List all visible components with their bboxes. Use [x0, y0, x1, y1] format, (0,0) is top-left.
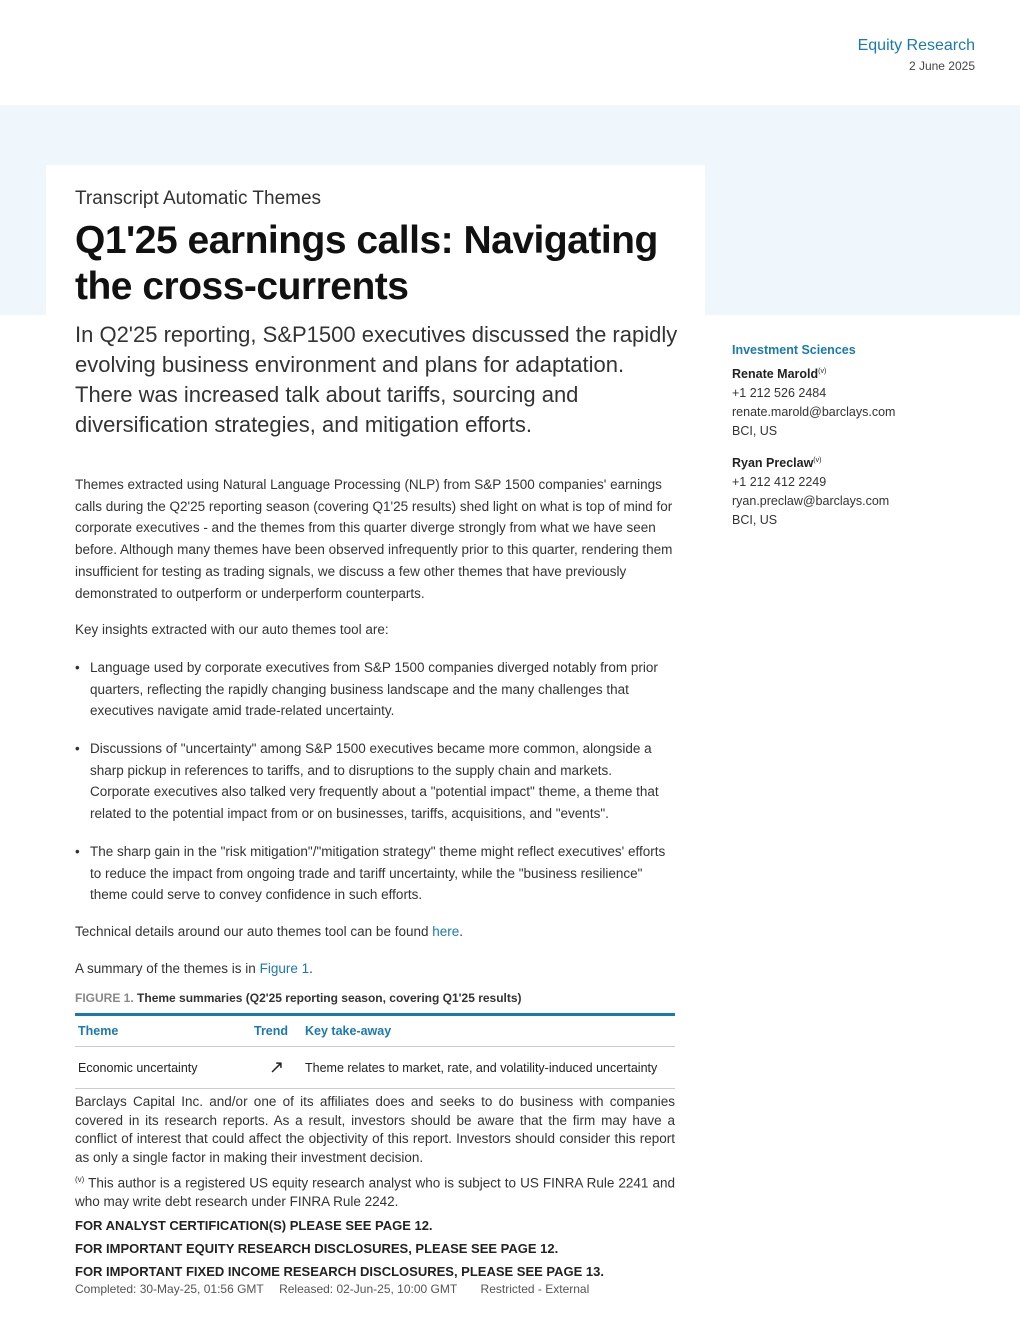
insights-list	[75, 657, 675, 906]
table-row	[75, 1047, 675, 1089]
note-mark: (v)	[75, 1175, 85, 1185]
author-entity: BCI, US	[732, 513, 778, 528]
insights-intro: Key insights extracted with our auto themes tool are:	[75, 622, 389, 638]
author-name	[732, 362, 952, 384]
bullet-text: The sharp gain in the "risk mitigation"/"mitigation strategy" theme might reflect executives' efforts to reduce the impact from ongoing trade and tariff uncertainty, while the "business resilience" theme could serve to convey confidence in such efforts.	[90, 843, 666, 903]
author-note	[75, 1171, 675, 1212]
equity-disclosure-notice: FOR IMPORTANT EQUITY RESEARCH DISCLOSURES, PLEASE SEE PAGE 12.	[75, 1240, 559, 1256]
author-card	[732, 362, 952, 441]
author-card	[732, 451, 952, 530]
released-timestamp: Released: 02-Jun-25, 10:00 GMT	[279, 1281, 458, 1296]
bullet-text: Discussions of "uncertainty" among S&P 1500 executives became more common, alongside a sharp pickup in references to tariffs, and to disruptions to the supply chain and markets. Corporate executives also talked very frequently about a "potential impact" theme, a theme that related to the potential impact from or on businesses, tariffs, acquisitions, and "events".	[90, 741, 659, 822]
author-phone: +1 212 412 2249	[732, 475, 827, 490]
theme-cell: Economic uncertainty	[75, 1047, 251, 1089]
list-item	[75, 738, 675, 825]
author-mark: (v)	[813, 457, 822, 465]
completed-timestamp: Completed: 30-May-25, 01:56 GMT	[75, 1281, 264, 1296]
author-phone: +1 212 526 2484	[732, 386, 827, 401]
author-name-text: Renate Marold	[732, 367, 819, 382]
here-link[interactable]: here	[432, 923, 460, 939]
footer	[75, 1282, 675, 1296]
summary-suffix: .	[309, 960, 313, 976]
series-name: Transcript Automatic Themes	[75, 188, 322, 209]
report-header	[858, 37, 975, 73]
figure-title: Theme summaries (Q2'25 reporting season, covering Q1'25 results)	[137, 991, 522, 1006]
author-entity: BCI, US	[732, 424, 778, 439]
lede: In Q2'25 reporting, S&P1500 executives discussed the rapidly evolving business environment and plans for adaptation. There was increased talk about tariffs, sourcing and diversification strategies, and mitigation efforts.	[75, 322, 678, 437]
fixed-income-disclosure-notice: FOR IMPORTANT FIXED INCOME RESEARCH DISCLOSURES, PLEASE SEE PAGE 13.	[75, 1263, 604, 1279]
takeaway-cell: Theme relates to market, rate, and volatility-induced uncertainty	[302, 1047, 675, 1089]
author-name-text: Ryan Preclaw	[732, 456, 814, 471]
summary-text: A summary of the themes is in	[75, 960, 260, 976]
column-header-trend: Trend	[251, 1015, 302, 1047]
report-section: Equity Research	[857, 37, 975, 54]
list-item	[75, 657, 675, 722]
technical-paragraph	[75, 921, 675, 943]
bullet-icon: •	[75, 843, 80, 859]
note-text: This author is a registered US equity research analyst who is subject to US FINRA Rule 2241 and who may write debt research under FINRA Rule 2242.	[75, 1175, 675, 1210]
list-item	[75, 841, 675, 906]
author-email[interactable]: ryan.preclaw@barclays.com	[732, 494, 890, 509]
conflict-disclosure: Barclays Capital Inc. and/or one of its affiliates does and seeks to do business with companies covered in its research reports. As a result, investors should be aware that the firm may have a conflict of interest that could affect the objectivity of this report. Investors should consider this report as only a single factor in making their investment decision.	[75, 1094, 675, 1165]
restriction-label: Restricted - External	[480, 1281, 590, 1296]
team-name: Investment Sciences	[732, 343, 856, 357]
author-email[interactable]: renate.marold@barclays.com	[732, 405, 896, 420]
bullet-icon: •	[75, 741, 80, 757]
report-date: 2 June 2025	[908, 59, 975, 73]
bullet-icon: •	[75, 659, 80, 675]
certification-notice: FOR ANALYST CERTIFICATION(S) PLEASE SEE PAGE 12.	[75, 1217, 433, 1233]
page-title: Q1'25 earnings calls: Navigating the cross-currents	[75, 219, 658, 308]
author-mark: (v)	[818, 368, 827, 375]
technical-suffix: .	[459, 923, 464, 939]
bullet-text: Language used by corporate executives from S&P 1500 companies diverged notably from prior quarters, reflecting the rapidly changing business landscape and the many challenges that executives navigate amid trade-related uncertainty.	[90, 659, 658, 719]
analyst-sidebar	[732, 341, 952, 540]
figure-1-link[interactable]: Figure 1	[259, 960, 310, 976]
theme-table	[75, 1013, 675, 1089]
intro-paragraph: Themes extracted using Natural Language Processing (NLP) from S&P 1500 companies' earnings calls during the Q2'25 reporting season (covering Q1'25 results) shed light on what is top of mind for corporate executives - and the themes from this quarter diverge strongly from what we have seen before. Although many themes have been observed infrequently prior to this quarter, rendering them insufficient for testing as trading signals, we discuss a few other themes that have previously demonstrated to outperform or underperform counterparts.	[75, 477, 673, 601]
trend-up-icon: ↗	[251, 1047, 302, 1089]
author-name	[732, 451, 952, 473]
figure-caption	[75, 991, 675, 1005]
main-column	[75, 188, 678, 1296]
technical-text: Technical details around our auto themes tool can be found	[75, 923, 433, 939]
body-text	[75, 474, 675, 979]
figure-label: FIGURE 1.	[75, 991, 134, 1006]
summary-paragraph	[75, 958, 675, 980]
column-header-theme: Theme	[75, 1015, 251, 1047]
column-header-takeaway: Key take-away	[302, 1015, 675, 1047]
